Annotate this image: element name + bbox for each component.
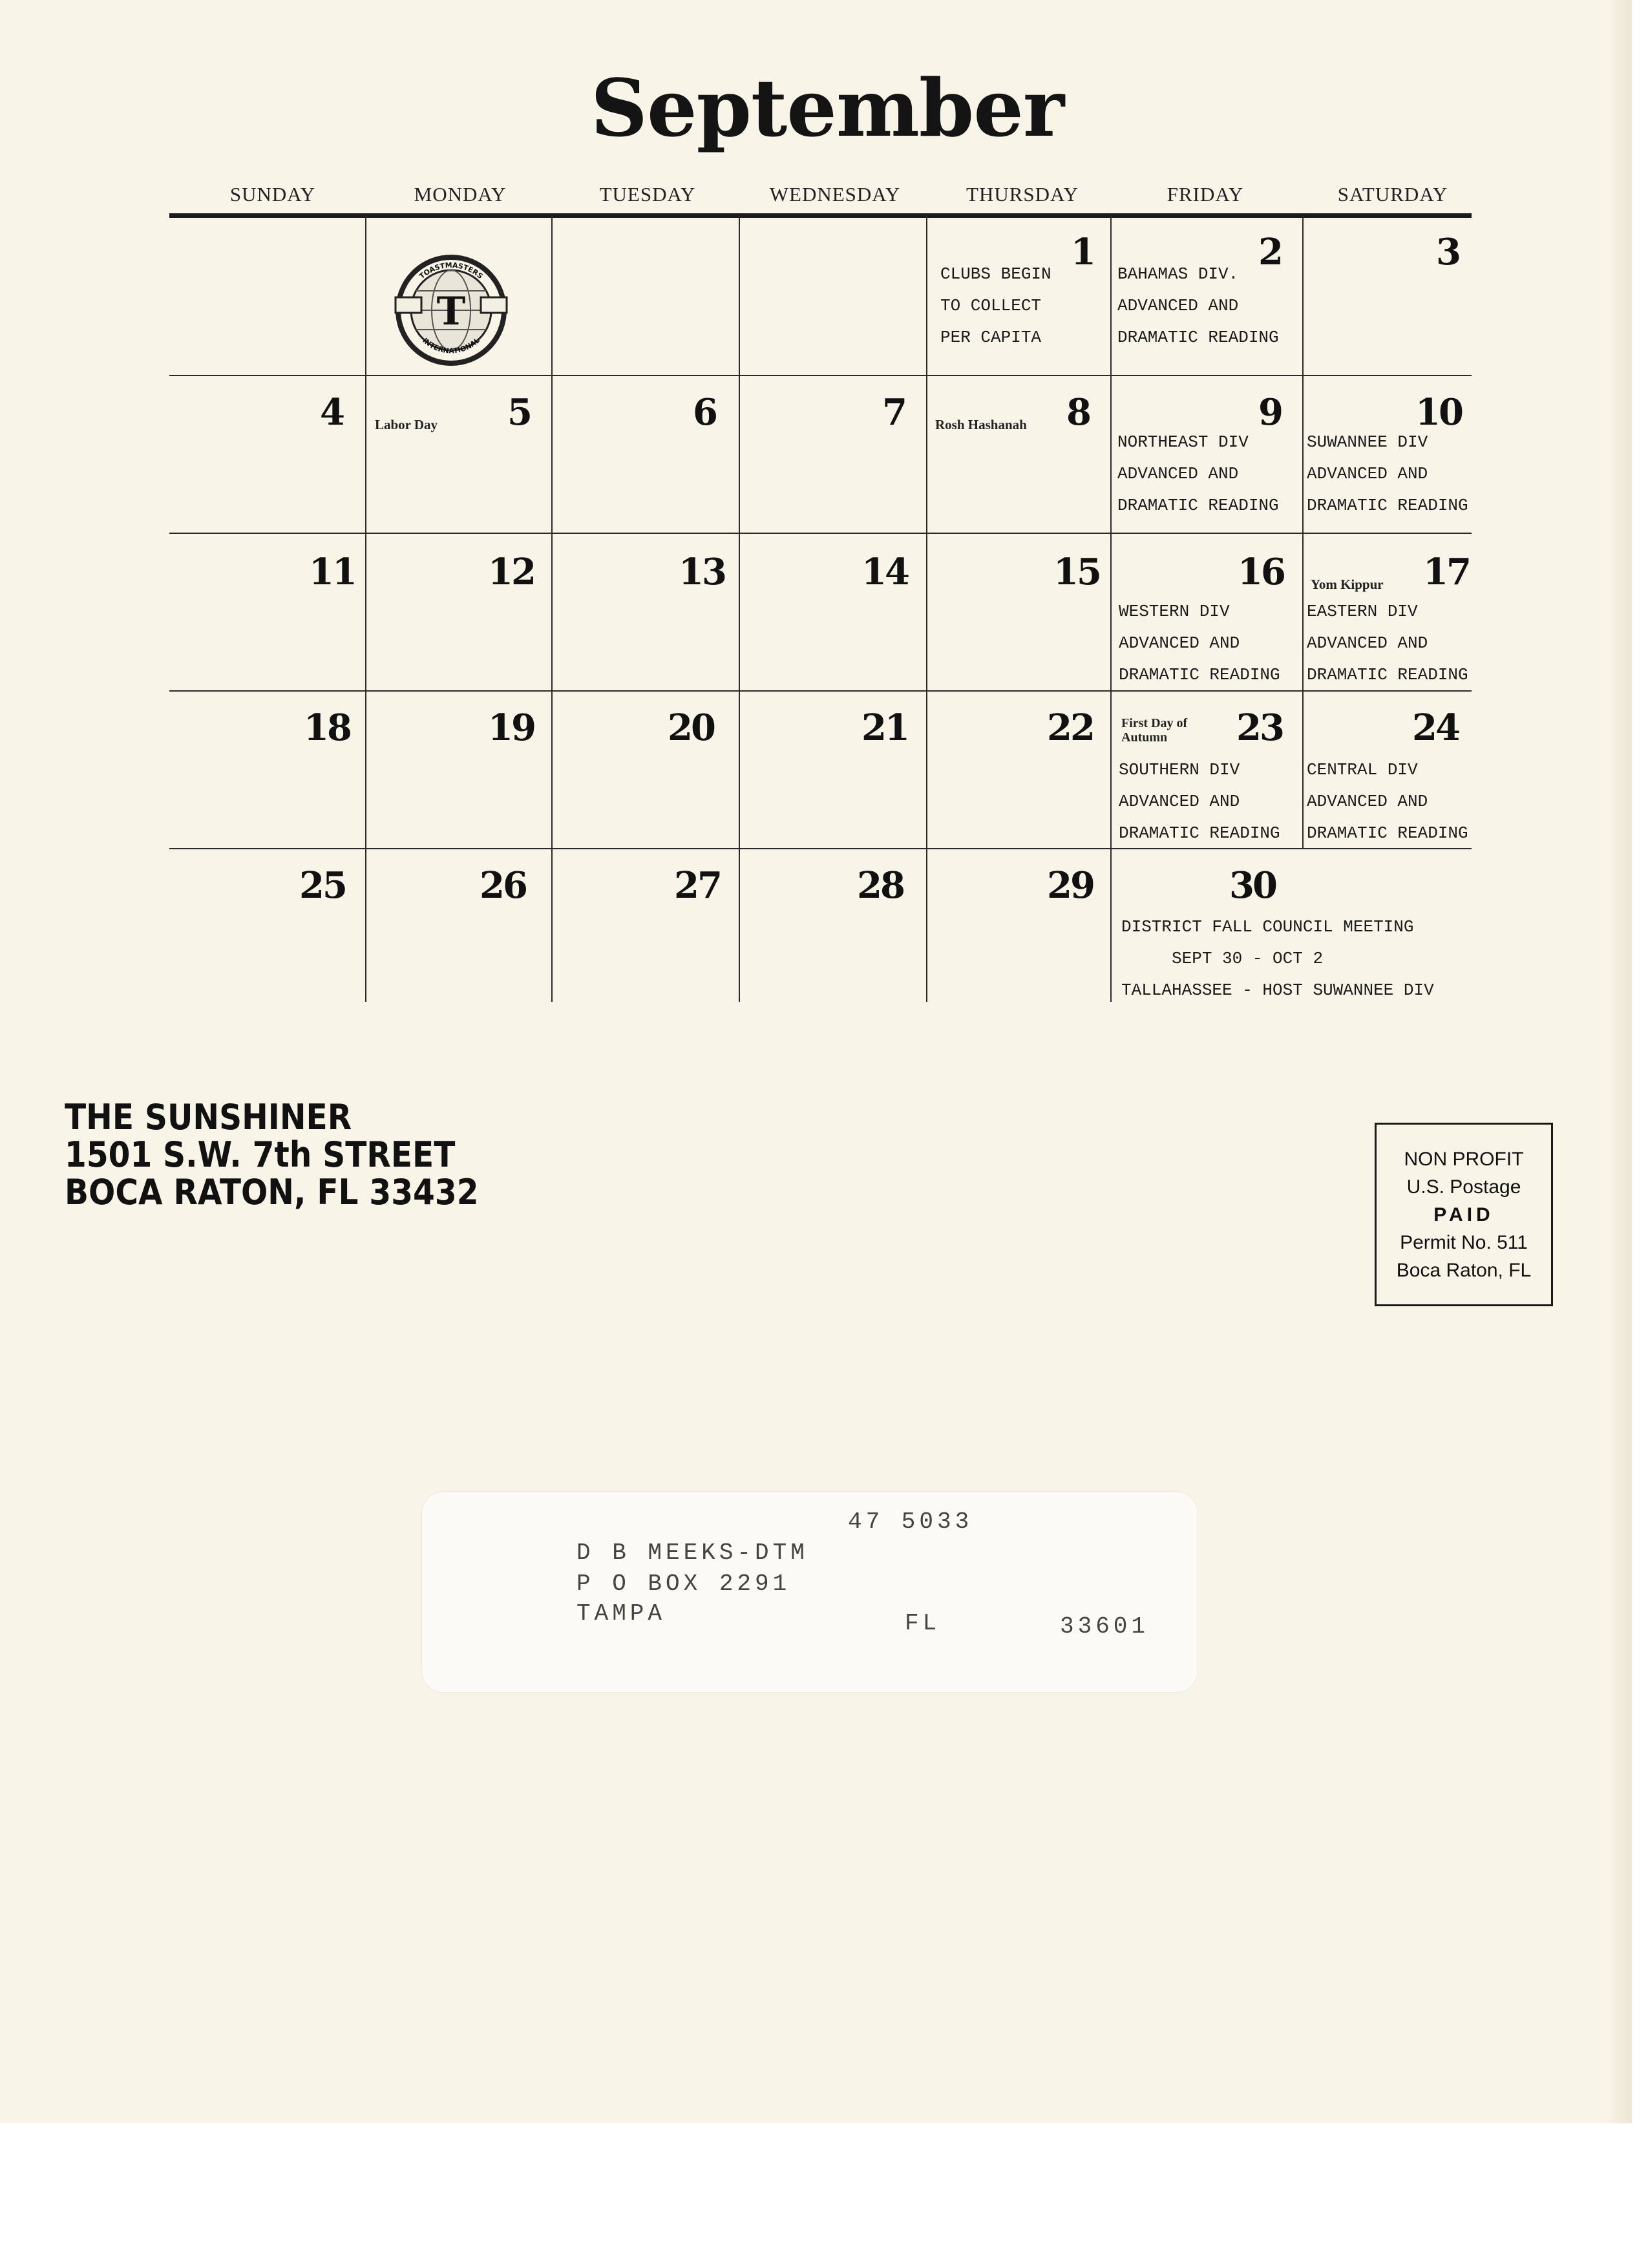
label-state: FL: [905, 1610, 941, 1637]
day-8: 8: [1066, 391, 1090, 434]
weekday-tuesday: TUESDAY: [599, 183, 696, 206]
day-9: 9: [1258, 391, 1282, 434]
day-16: 16: [1238, 551, 1284, 593]
day-28: 28: [857, 864, 903, 907]
postage-indicia: [1375, 1123, 1553, 1306]
grid-vline: [1110, 215, 1112, 1002]
logo-letter: T: [436, 289, 466, 334]
day-25: 25: [299, 864, 346, 907]
day-29: 29: [1047, 864, 1093, 907]
return-address-line: THE SUNSHINER: [65, 1097, 352, 1138]
grid-hline: [169, 533, 1472, 534]
day-4: 4: [320, 391, 343, 434]
weekday-wednesday: WEDNESDAY: [769, 183, 901, 206]
weekday-saturday: SATURDAY: [1337, 183, 1448, 206]
day-6: 6: [693, 391, 716, 434]
holiday-first-day-autumn: First Day of Autumn: [1121, 716, 1188, 745]
toastmasters-logo-icon: [393, 252, 509, 368]
page-edge-shadow: [1606, 0, 1632, 2123]
weekday-thursday: THURSDAY: [966, 183, 1079, 206]
mailing-label: [421, 1491, 1198, 1693]
return-address-line: 1501 S.W. 7th STREET: [65, 1134, 456, 1175]
postage-line: Permit No. 511: [1400, 1232, 1528, 1253]
day-19: 19: [488, 706, 534, 749]
event-sep10: SUWANNEE DIV ADVANCED AND DRAMATIC READING: [1307, 432, 1468, 515]
day-7: 7: [882, 391, 905, 434]
label-account-number: 47 5033: [848, 1509, 973, 1535]
day-27: 27: [674, 864, 721, 907]
grid-vline: [739, 215, 740, 1002]
logo-ring-bottom: INTERNATIONAL: [421, 336, 481, 355]
day-1: 1: [1071, 231, 1094, 273]
day-2: 2: [1258, 231, 1282, 273]
day-14: 14: [861, 551, 908, 593]
day-26: 26: [480, 864, 526, 907]
day-11: 11: [309, 551, 355, 593]
grid-vline: [1302, 215, 1304, 849]
grid-hline: [169, 375, 1472, 376]
weekday-friday: FRIDAY: [1167, 183, 1244, 206]
event-sep23: SOUTHERN DIV ADVANCED AND DRAMATIC READING: [1119, 760, 1280, 843]
grid-vline: [365, 215, 366, 1002]
day-17: 17: [1423, 551, 1470, 593]
day-10: 10: [1415, 391, 1462, 434]
weekday-sunday: SUNDAY: [229, 183, 316, 206]
return-address: [65, 1099, 479, 1211]
event-sep24: CENTRAL DIV ADVANCED AND DRAMATIC READING: [1307, 760, 1468, 843]
postage-line: NON PROFIT: [1404, 1149, 1524, 1170]
event-sep30: DISTRICT FALL COUNCIL MEETING SEPT 30 - OCT 2 TALLAHASSEE - HOST SUWANNEE DIV: [1121, 917, 1434, 1000]
month-title: September: [590, 61, 1064, 154]
day-3: 3: [1436, 231, 1459, 273]
event-sep2: BAHAMAS DIV. ADVANCED AND DRAMATIC READING: [1117, 264, 1279, 347]
day-12: 12: [488, 551, 534, 593]
day-5: 5: [507, 391, 531, 434]
event-sep16: WESTERN DIV ADVANCED AND DRAMATIC READING: [1119, 602, 1280, 684]
weekday-monday: MONDAY: [414, 183, 507, 206]
day-30: 30: [1229, 864, 1276, 907]
day-23: 23: [1236, 706, 1283, 749]
holiday-rosh-hashanah: Rosh Hashanah: [935, 417, 1027, 432]
logo-ring-top: TOASTMASTERS: [417, 260, 485, 281]
day-22: 22: [1047, 706, 1093, 749]
day-15: 15: [1053, 551, 1100, 593]
day-18: 18: [304, 706, 350, 749]
label-zip: 33601: [1060, 1613, 1150, 1640]
event-sep9: NORTHEAST DIV ADVANCED AND DRAMATIC READING: [1117, 432, 1279, 515]
day-24: 24: [1412, 706, 1459, 749]
postage-line: Boca Raton, FL: [1396, 1260, 1532, 1281]
grid-vline: [551, 215, 553, 1002]
label-name: D B MEEKS-DTM: [576, 1540, 808, 1566]
holiday-yom-kippur: Yom Kippur: [1311, 577, 1384, 592]
holiday-labor-day: Labor Day: [375, 417, 438, 432]
postage-paid: PAID: [1433, 1204, 1494, 1225]
return-address-line: BOCA RATON, FL 33432: [65, 1172, 479, 1213]
event-sep1: CLUBS BEGIN TO COLLECT PER CAPITA: [940, 264, 1051, 347]
label-city: TAMPA: [576, 1600, 666, 1627]
event-sep17: EASTERN DIV ADVANCED AND DRAMATIC READING: [1307, 602, 1468, 684]
grid-vline: [926, 215, 927, 1002]
day-20: 20: [668, 706, 714, 749]
day-13: 13: [679, 551, 725, 593]
label-street: P O BOX 2291: [576, 1571, 791, 1597]
postage-line: U.S. Postage: [1406, 1176, 1521, 1198]
day-21: 21: [861, 706, 908, 749]
